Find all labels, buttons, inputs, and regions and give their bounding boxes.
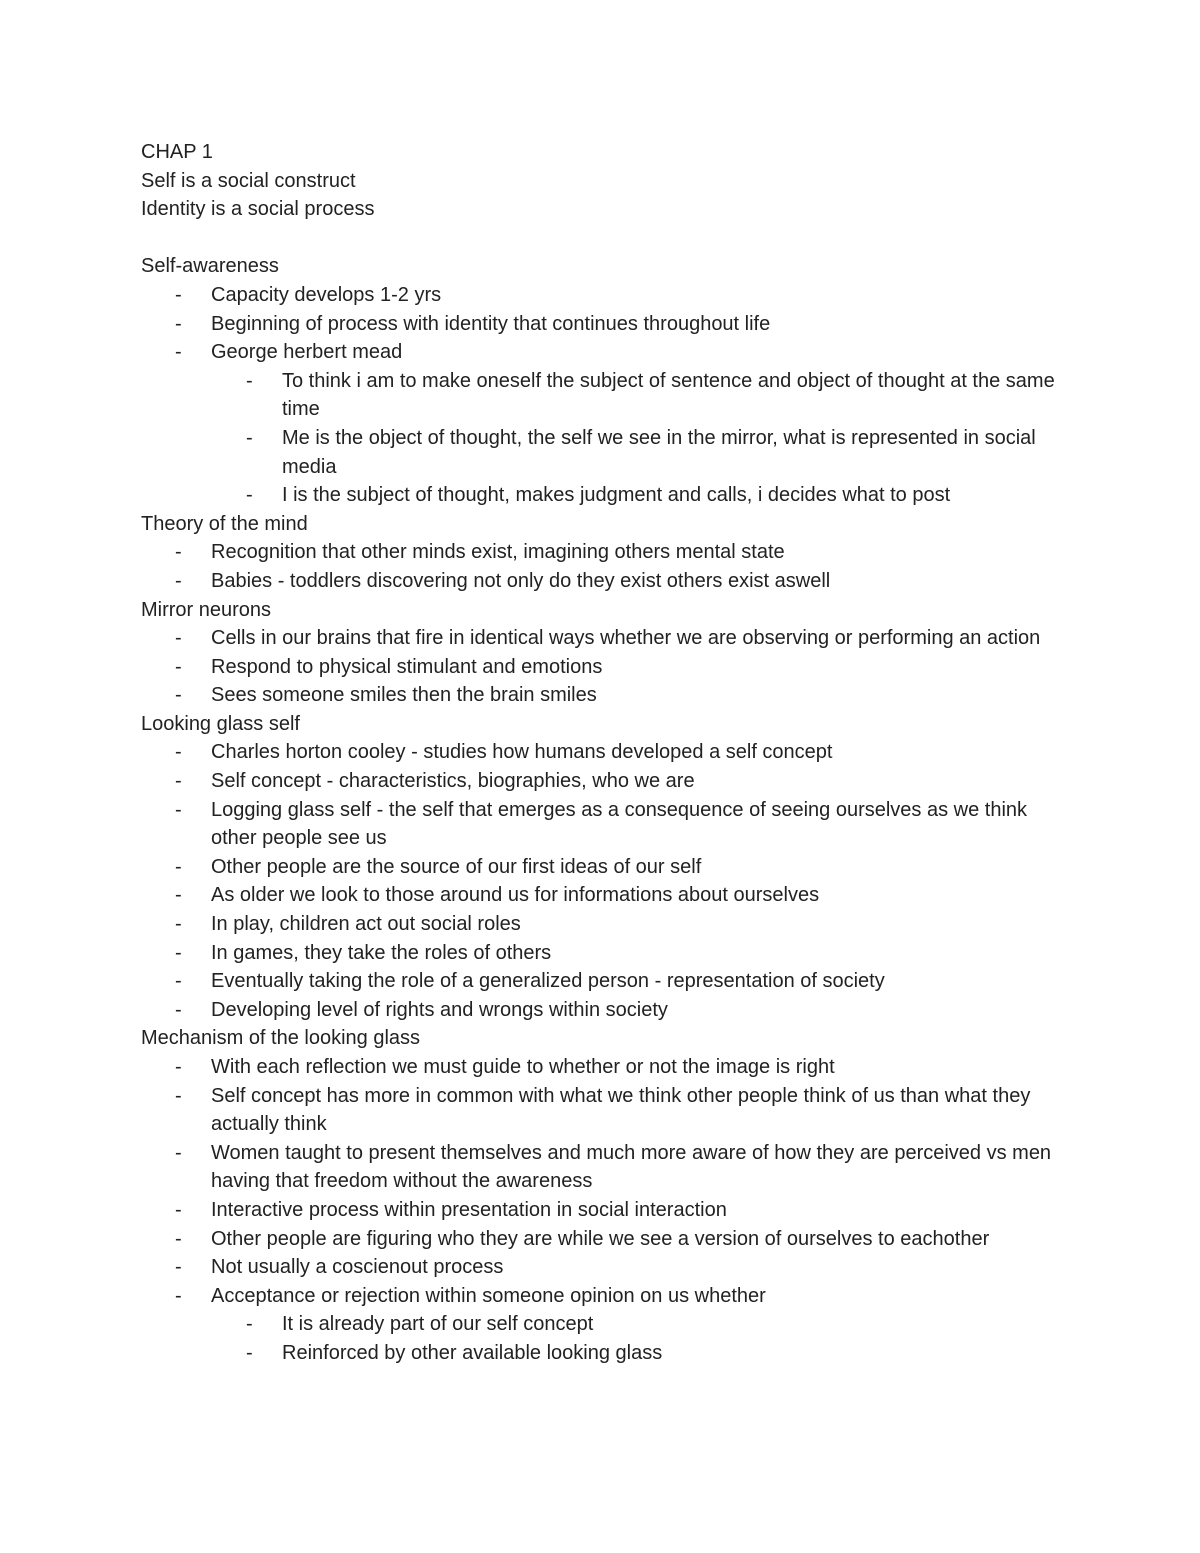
list-item-text: Capacity develops 1-2 yrs bbox=[211, 283, 442, 306]
sub-list-item-text: I is the subject of thought, makes judgment and calls, i decides what to post bbox=[282, 484, 951, 507]
list-item bbox=[141, 996, 1071, 1025]
list-item bbox=[141, 881, 1071, 910]
intro-line-2: Identity is a social process bbox=[141, 198, 375, 221]
list-item bbox=[141, 653, 1071, 682]
list-item bbox=[141, 1282, 1071, 1368]
list-item-text: Beginning of process with identity that continues throughout life bbox=[211, 312, 771, 335]
list-item bbox=[141, 1082, 1071, 1139]
intro-line-1: Self is a social construct bbox=[141, 169, 356, 192]
sub-list-item bbox=[141, 481, 1071, 510]
list-item-text: George herbert mead bbox=[211, 341, 403, 364]
section-heading: Mirror neurons bbox=[141, 598, 272, 621]
sub-list-item bbox=[141, 1339, 1071, 1368]
list-item bbox=[141, 767, 1071, 796]
list-item bbox=[141, 338, 1071, 510]
list-item-text: Respond to physical stimulant and emotions bbox=[211, 655, 603, 678]
sub-list-item-text: To think i am to make oneself the subject of sentence and object of thought at the same time bbox=[282, 369, 1055, 421]
list-item bbox=[141, 1196, 1071, 1225]
list-item bbox=[141, 538, 1071, 567]
list-item-text: Charles horton cooley - studies how humans developed a self concept bbox=[211, 741, 833, 764]
bullet-list bbox=[141, 738, 1071, 1024]
list-item-text: Cells in our brains that fire in identical ways whether we are observing or performing an action bbox=[211, 627, 1041, 650]
section-heading: Mechanism of the looking glass bbox=[141, 1027, 421, 1050]
sub-list-item bbox=[141, 367, 1071, 424]
list-item-text: Not usually a coscienout process bbox=[211, 1256, 504, 1279]
list-item-text: Other people are the source of our first ideas of our self bbox=[211, 855, 702, 878]
bullet-list bbox=[141, 538, 1071, 595]
list-item-text: With each reflection we must guide to whether or not the image is right bbox=[211, 1056, 835, 1078]
list-item bbox=[141, 1253, 1071, 1282]
list-item bbox=[141, 1053, 1071, 1082]
list-item bbox=[141, 567, 1071, 596]
list-item-text: As older we look to those around us for informations about ourselves bbox=[211, 884, 820, 907]
list-item bbox=[141, 1139, 1071, 1196]
document-body bbox=[141, 138, 1071, 1368]
list-item-text: Developing level of rights and wrongs within society bbox=[211, 998, 668, 1021]
sub-list-item bbox=[141, 1310, 1071, 1339]
list-item bbox=[141, 738, 1071, 767]
list-item-text: Acceptance or rejection within someone opinion on us whether bbox=[211, 1284, 766, 1307]
bullet-list bbox=[141, 1053, 1071, 1368]
sub-list-item-text: Reinforced by other available looking glass bbox=[282, 1341, 663, 1364]
section-heading: Theory of the mind bbox=[141, 512, 308, 535]
list-item bbox=[141, 853, 1071, 882]
list-item-text: Self concept - characteristics, biographies, who we are bbox=[211, 770, 695, 793]
list-item bbox=[141, 910, 1071, 939]
list-item-text: Recognition that other minds exist, imagining others mental state bbox=[211, 541, 785, 564]
list-item-text: Sees someone smiles then the brain smiles bbox=[211, 684, 597, 707]
list-item-text: Other people are figuring who they are while we see a version of ourselves to eachother bbox=[211, 1227, 990, 1250]
list-item bbox=[141, 939, 1071, 968]
list-item bbox=[141, 1225, 1071, 1254]
list-item bbox=[141, 967, 1071, 996]
list-item-text: Babies - toddlers discovering not only do they exist others exist aswell bbox=[211, 569, 831, 592]
list-item bbox=[141, 796, 1071, 853]
list-item bbox=[141, 624, 1071, 653]
sub-bullet-list bbox=[141, 1310, 1071, 1367]
bullet-list bbox=[141, 281, 1071, 510]
list-item-text: Women taught to present themselves and much more aware of how they are perceived vs men having that freedom without the awareness bbox=[211, 1141, 1052, 1193]
sub-list-item-text: Me is the object of thought, the self we see in the mirror, what is represented in social media bbox=[282, 426, 1036, 478]
bullet-list bbox=[141, 624, 1071, 710]
section-heading: Self-awareness bbox=[141, 255, 279, 278]
list-item bbox=[141, 281, 1071, 310]
list-item bbox=[141, 681, 1071, 710]
sub-list-item bbox=[141, 424, 1071, 481]
sub-bullet-list bbox=[141, 367, 1071, 510]
list-item bbox=[141, 310, 1071, 339]
sub-list-item-text: It is already part of our self concept bbox=[282, 1313, 594, 1336]
list-item-text: Logging glass self - the self that emerges as a consequence of seeing ourselves as we think other people see us bbox=[211, 798, 1028, 850]
list-item-text: In play, children act out social roles bbox=[211, 913, 521, 936]
blank-line bbox=[141, 224, 1071, 253]
section-heading: Looking glass self bbox=[141, 712, 300, 735]
list-item-text: In games, they take the roles of others bbox=[211, 941, 552, 964]
list-item-text: Eventually taking the role of a generalized person - representation of society bbox=[211, 970, 885, 993]
doc-title: CHAP 1 bbox=[141, 141, 213, 163]
list-item-text: Self concept has more in common with what we think other people think of us than what they actually think bbox=[211, 1084, 1031, 1136]
list-item-text: Interactive process within presentation in social interaction bbox=[211, 1198, 727, 1221]
